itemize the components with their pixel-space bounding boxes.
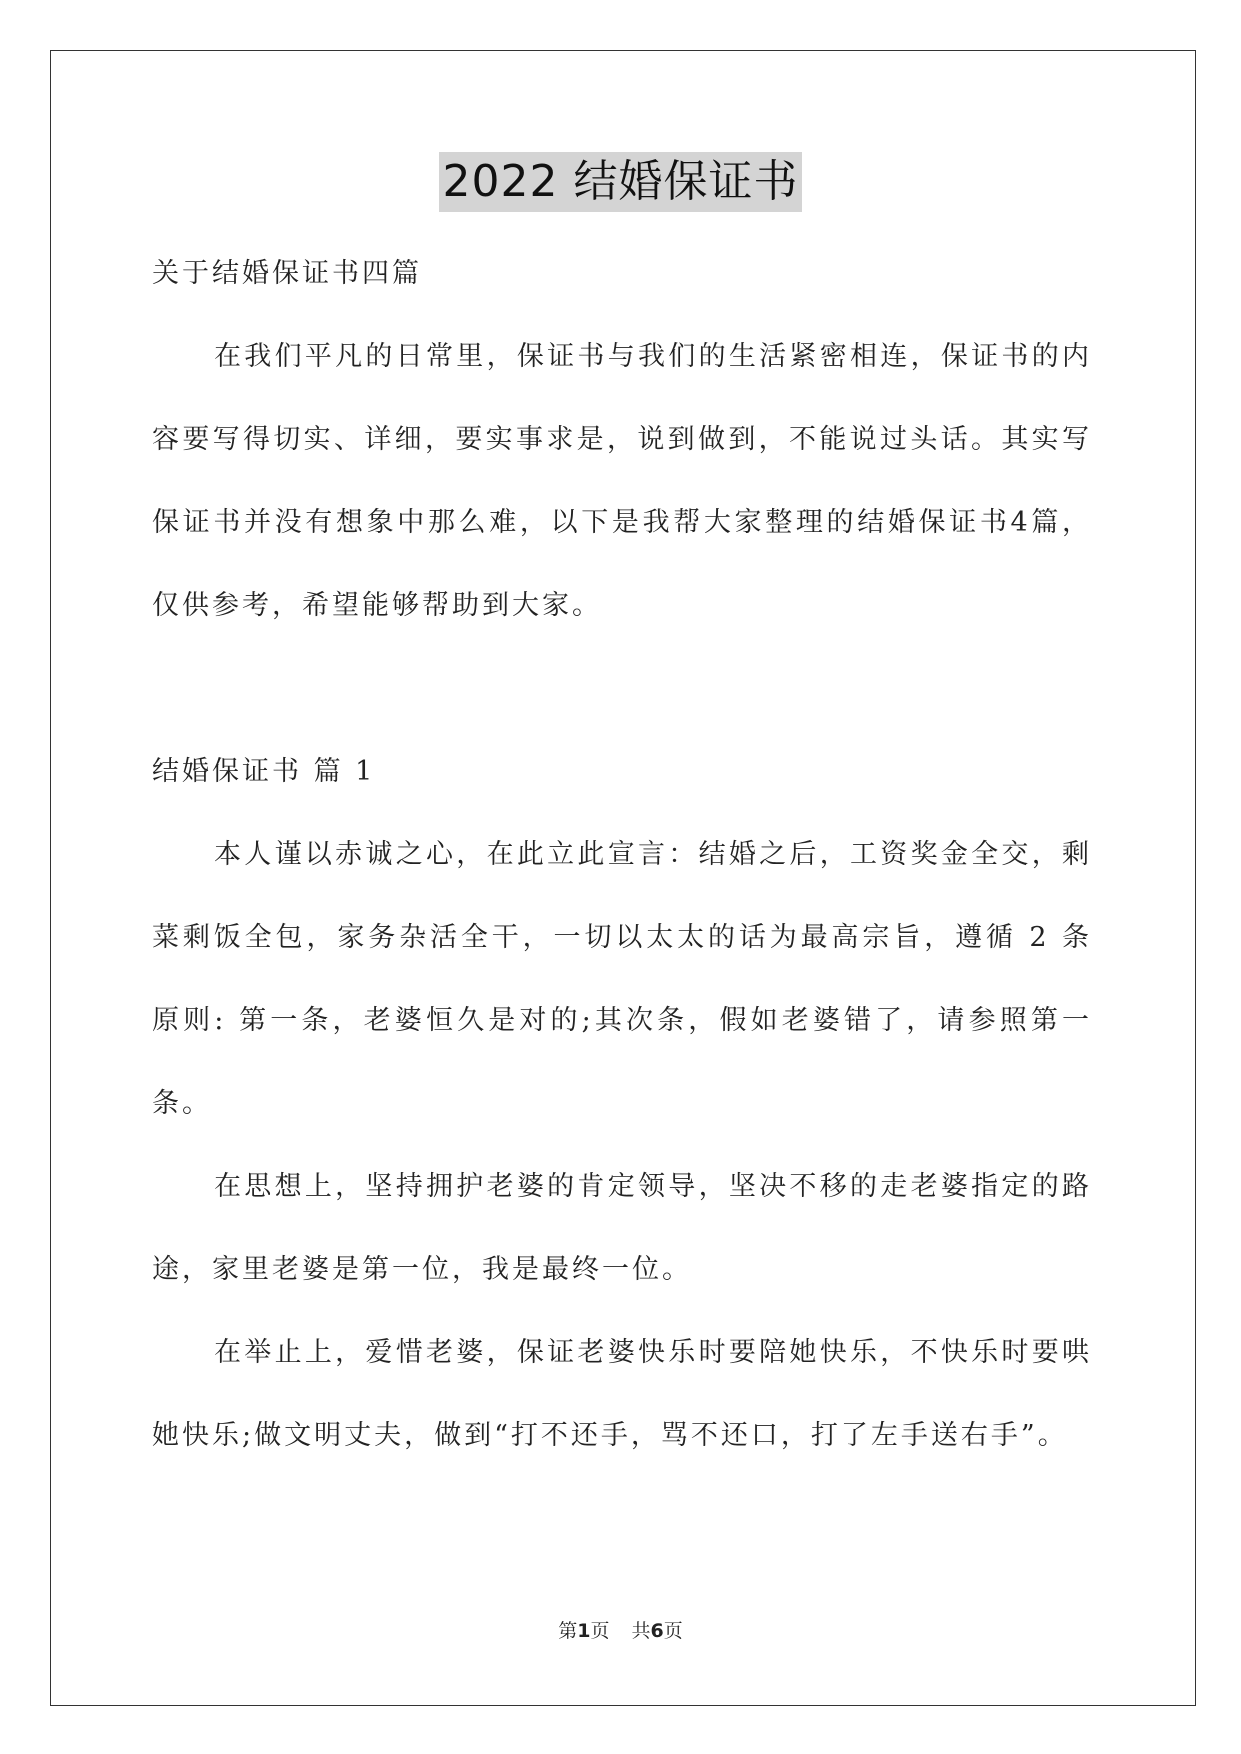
intro-paragraph: 在我们平凡的日常里，保证书与我们的生活紧密相连，保证书的内容要写得切实、详细，要实事求是，说到做到，不能说过头话。其实写保证书并没有想象中那么难，以下是我帮大家整理的结婚保证书4篇，仅供参考，希望能够帮助到大家。 (152, 341, 1092, 621)
page-footer (0, 1616, 1241, 1646)
document-body (152, 232, 1092, 1477)
body-paragraph: 在举止上，爱惜老婆，保证老婆快乐时要陪她快乐，不快乐时要哄她快乐;做文明丈夫，做到“打不还手，骂不还口，打了左手送右手”。 (152, 1337, 1092, 1451)
total-pages-number: 6 (650, 1620, 664, 1642)
page-suffix: 页 (590, 1620, 610, 1642)
body-paragraph: 在思想上，坚持拥护老婆的肯定领导，坚决不移的走老婆指定的路途，家里老婆是第一位，我是最终一位。 (152, 1171, 1092, 1285)
body-paragraph: 本人谨以赤诚之心，在此立此宣言：结婚之后，工资奖金全交，剩菜剩饭全包，家务杂活全干，一切以太太的话为最高宗旨，遵循 2 条原则: 第一条，老婆恒久是对的;其次条，假如老婆错了，请参照第一条。 (152, 839, 1092, 1119)
total-prefix: 共 (631, 1620, 651, 1642)
page-prefix: 第 (558, 1620, 578, 1642)
current-page-number: 1 (577, 1620, 591, 1642)
title-container (0, 152, 1241, 212)
document-title: 2022 结婚保证书 (439, 152, 803, 212)
total-suffix: 页 (663, 1620, 683, 1642)
section-gap (152, 647, 1092, 730)
section-heading: 结婚保证书 篇 1 (152, 756, 376, 787)
document-subtitle: 关于结婚保证书四篇 (152, 258, 422, 289)
